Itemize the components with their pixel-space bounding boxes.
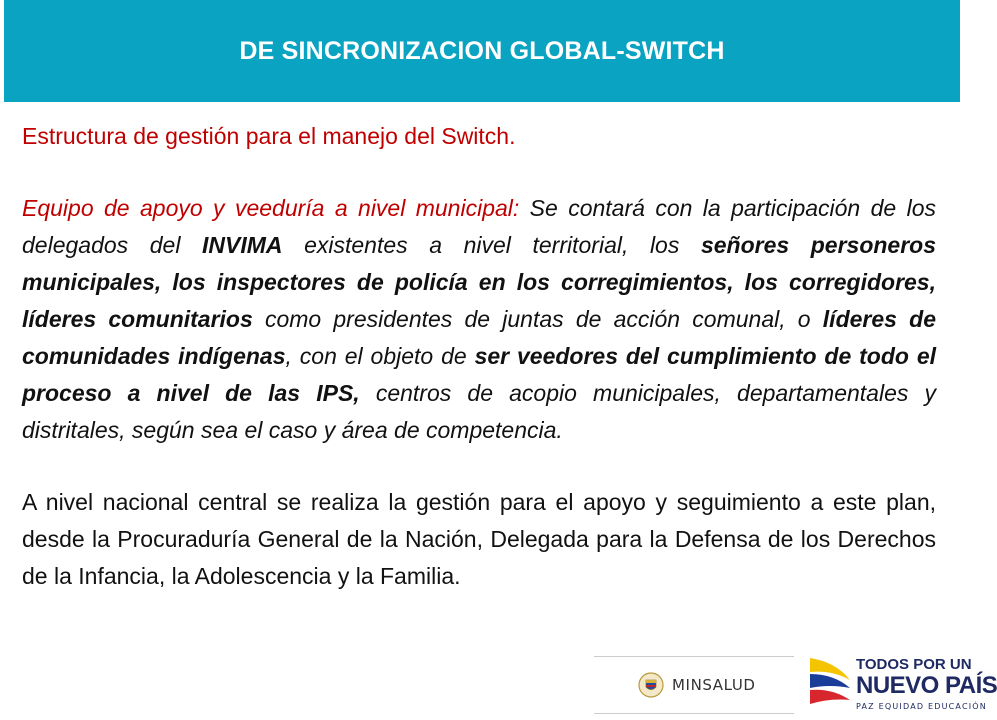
- header-bar: [4, 0, 960, 102]
- todos-por-un-nuevo-pais-logo: [806, 652, 997, 720]
- bold-segment: ser veedores del cumplimiento de todo el proceso a nivel de las IPS,: [22, 343, 937, 406]
- paragraph-lead: Equipo de apoyo y veeduría a nivel municipal:: [22, 195, 520, 221]
- text-segment: como presidentes de juntas de acción comunal, o: [252, 306, 823, 332]
- bold-segment: INVIMA: [202, 232, 283, 258]
- section-subtitle: Estructura de gestión para el manejo del Switch.: [22, 123, 516, 149]
- minsalud-label: MINSALUD: [672, 676, 756, 694]
- coat-of-arms-icon: [638, 672, 664, 698]
- page-title: DE SINCRONIZACION GLOBAL-SWITCH: [239, 36, 725, 65]
- text-segment: existentes a nivel territorial, los: [282, 232, 701, 258]
- text-segment: Se contará con la participación de los delegados del: [22, 195, 936, 258]
- paragraph-municipal: [22, 190, 936, 449]
- todos-line3: PAZ EQUIDAD EDUCACIÓN: [856, 702, 987, 711]
- minsalud-logo: [594, 656, 794, 714]
- paragraph-nacional: A nivel nacional central se realiza la gestión para el apoyo y seguimiento a este plan, desde la Procuraduría General de la Nación, Delegada para la Defensa de los Derechos de la Infancia, la Adolescencia y la Familia.: [22, 489, 936, 589]
- bold-segment: señores personeros municipales, los inspectores de policía en los corregimientos, los corregidores, líderes comunitarios: [22, 232, 937, 332]
- text-segment: centros de acopio municipales, departamentales y distritales, según sea el caso y área de competencia.: [22, 380, 937, 443]
- footer-logos: [594, 652, 997, 720]
- text-segment: , con el objeto de: [285, 343, 475, 369]
- flag-swoosh-icon: [806, 652, 856, 720]
- slide-content: [22, 118, 936, 595]
- bold-segment: líderes de comunidades indígenas: [22, 306, 936, 369]
- todos-line1: TODOS POR UN: [856, 656, 972, 673]
- todos-line2: NUEVO PAÍS: [856, 672, 997, 699]
